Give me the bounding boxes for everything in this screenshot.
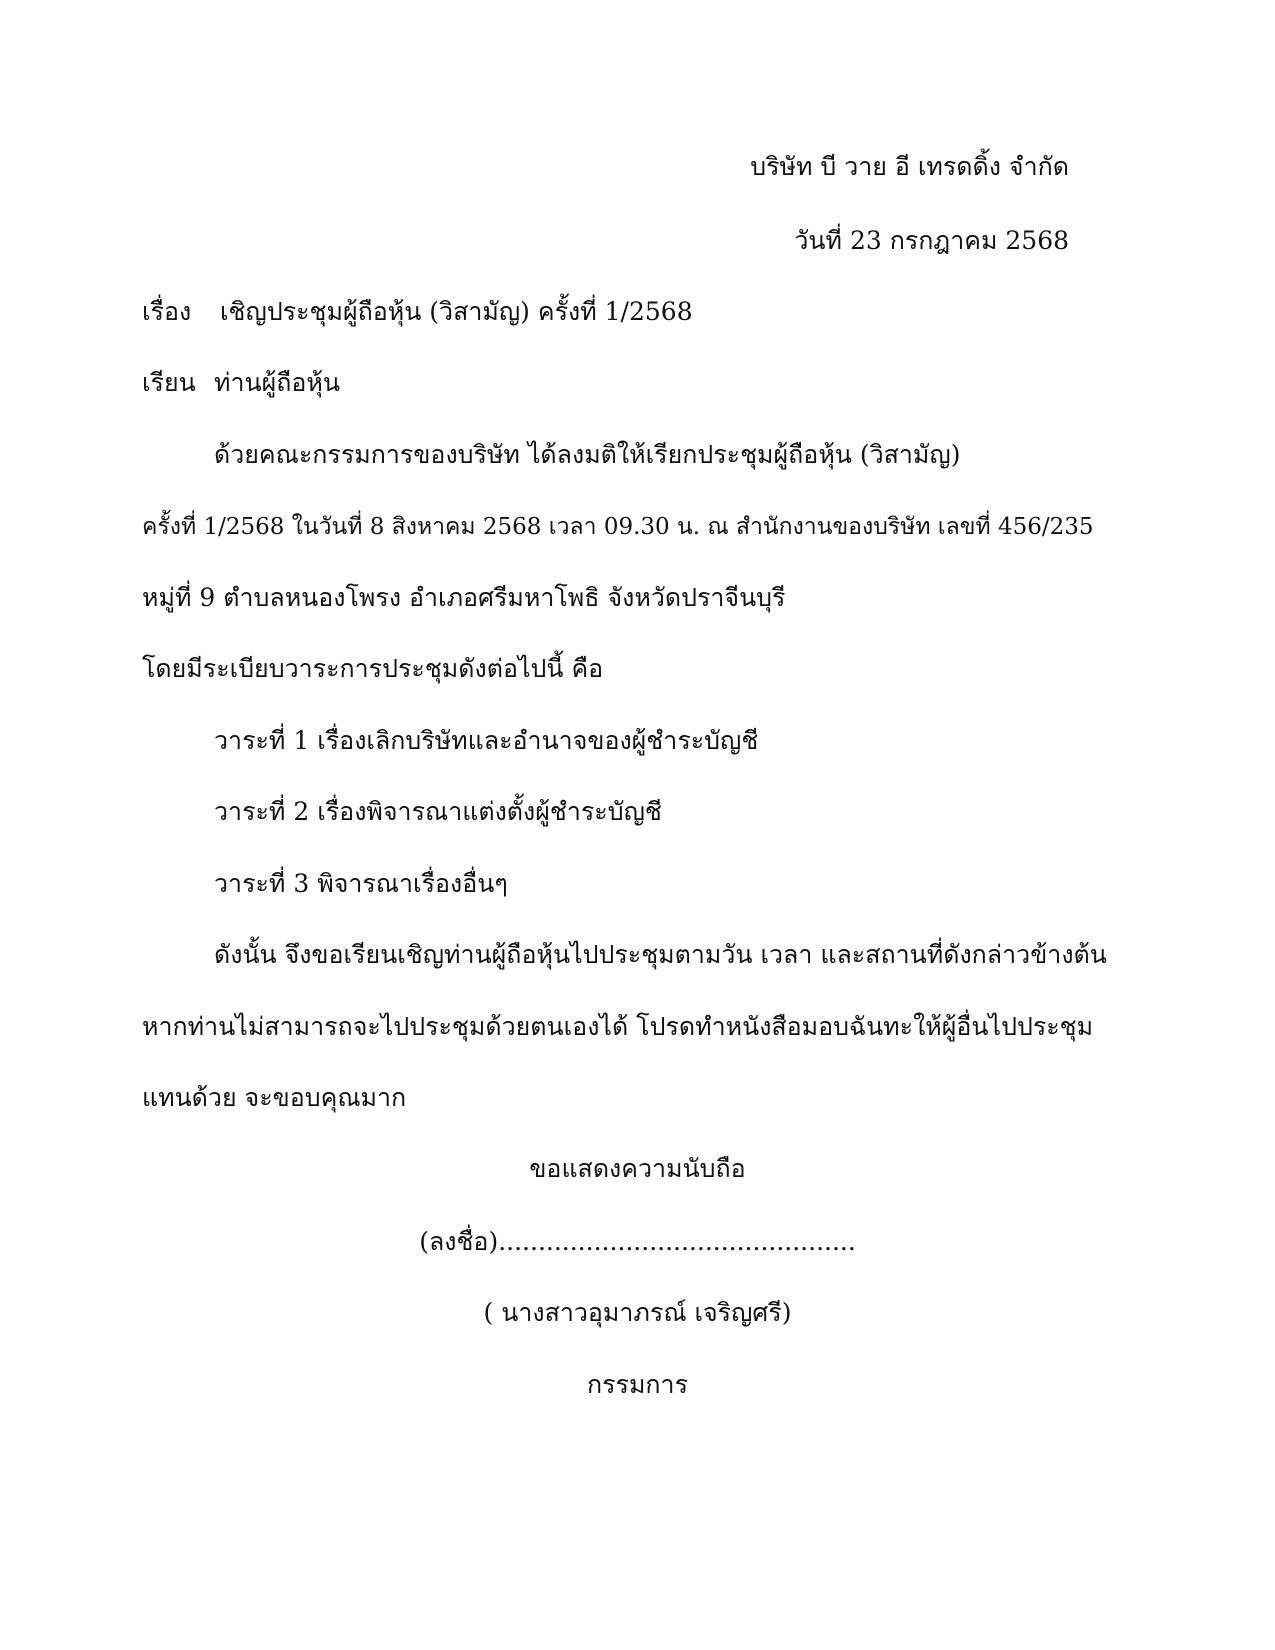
- agenda-item-3: วาระที่ 3 พิจารณาเรื่องอื่นๆ: [214, 869, 508, 898]
- body-paragraph-2-line-1: ดังนั้น จึงขอเรียนเชิญท่านผู้ถือหุ้นไปประชุมตามวัน เวลา และสถานที่ดังกล่าวข้างต้น: [214, 940, 1107, 969]
- company-name: บริษัท บี วาย อี เทรดดิ้ง จำกัด: [750, 152, 1069, 181]
- signer-name: ( นางสาวอุมาภรณ์ เจริญศรี): [483, 1298, 792, 1327]
- subject-label: เรื่อง: [142, 297, 192, 326]
- signature-line: (ลงชื่อ).............................................: [419, 1227, 856, 1256]
- body-paragraph-2-line-2: หากท่านไม่สามารถจะไปประชุมด้วยตนเองได้ โปรดทำหนังสือมอบฉันทะให้ผู้อื่นไปประชุม: [142, 1012, 1094, 1041]
- subject-text: เชิญประชุมผู้ถือหุ้น (วิสามัญ) ครั้งที่ 1/2568: [220, 297, 693, 326]
- subject-line: [142, 295, 693, 329]
- recipient-text: ท่านผู้ถือหุ้น: [214, 368, 340, 397]
- body-paragraph-1-line-2: ครั้งที่ 1/2568 ในวันที่ 8 สิงหาคม 2568 เวลา 09.30 น. ณ สำนักงานของบริษัท เลขที่ 456/235: [142, 514, 1094, 540]
- closing-salutation: ขอแสดงความนับถือ: [529, 1154, 746, 1183]
- agenda-item-1: วาระที่ 1 เรื่องเลิกบริษัทและอำนาจของผู้ชำระบัญชี: [214, 726, 759, 755]
- signer-title: กรรมการ: [586, 1370, 689, 1399]
- letter-date: วันที่ 23 กรกฎาคม 2568: [794, 226, 1069, 255]
- body-paragraph-1-line-4: โดยมีระเบียบวาระการประชุมดังต่อไปนี้ คือ: [142, 654, 604, 683]
- recipient-label: เรียน: [142, 368, 196, 397]
- agenda-item-2: วาระที่ 2 เรื่องพิจารณาแต่งตั้งผู้ชำระบัญชี: [214, 797, 662, 826]
- recipient-line: [142, 366, 340, 400]
- body-paragraph-1-line-1: ด้วยคณะกรรมการของบริษัท ได้ลงมติให้เรียกประชุมผู้ถือหุ้น (วิสามัญ): [214, 440, 961, 469]
- body-paragraph-1-line-3: หมู่ที่ 9 ตำบลหนองโพรง อำเภอศรีมหาโพธิ จังหวัดปราจีนบุรี: [142, 583, 786, 612]
- body-paragraph-2-line-3: แทนด้วย จะขอบคุณมาก: [142, 1083, 407, 1112]
